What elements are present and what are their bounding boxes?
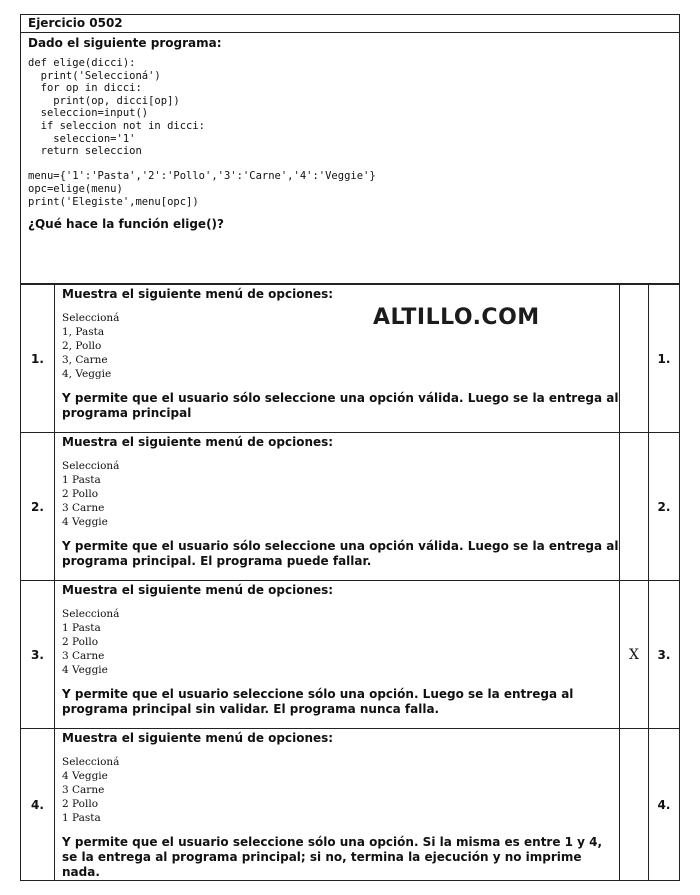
option-number-right: 1.: [649, 285, 680, 433]
option-number-left: 4.: [21, 729, 55, 881]
option-number-right: 2.: [649, 433, 680, 581]
option-description: Y permite que el usuario seleccione sólo una opción. Si la misma es entre 1 y 4, se la entrega al programa principal; si no, termina la ejecución y no imprime nada.: [62, 835, 603, 879]
option-header: Muestra el siguiente menú de opciones:: [62, 287, 334, 301]
option-body: [55, 285, 620, 433]
option-menu: Seleccioná 4 Veggie 3 Carne 2 Pollo 1 Pasta: [62, 756, 120, 824]
option-description: Y permite que el usuario seleccione sólo una opción. Luego se la entrega al programa principal sin validar. El programa nunca falla.: [62, 687, 574, 716]
answer-mark-cell[interactable]: [620, 285, 649, 433]
option-description: Y permite que el usuario sólo seleccione una opción válida. Luego se la entrega al programa principal: [62, 391, 619, 420]
option-header: Muestra el siguiente menú de opciones:: [62, 731, 334, 745]
question-block: [20, 32, 680, 284]
option-row-4: [21, 729, 680, 881]
answer-mark-cell[interactable]: X: [620, 581, 649, 729]
answer-mark-cell[interactable]: [620, 729, 649, 881]
option-header: Muestra el siguiente menú de opciones:: [62, 435, 334, 449]
option-number-right: 4.: [649, 729, 680, 881]
option-number-left: 3.: [21, 581, 55, 729]
option-description: Y permite que el usuario sólo seleccione una opción válida. Luego se la entrega al programa principal. El programa puede fallar.: [62, 539, 619, 568]
exercise-sheet: [20, 14, 680, 881]
option-menu: Seleccioná 1 Pasta 2 Pollo 3 Carne 4 Veggie: [62, 608, 120, 676]
question-text: ¿Qué hace la función elige()?: [28, 217, 225, 232]
option-body: [55, 433, 620, 581]
question-prompt: Dado el siguiente programa:: [28, 36, 222, 50]
option-row-3: [21, 581, 680, 729]
options-table: [20, 284, 680, 881]
option-number-left: 2.: [21, 433, 55, 581]
option-number-right: 3.: [649, 581, 680, 729]
option-menu: Seleccioná 1 Pasta 2 Pollo 3 Carne 4 Veggie: [62, 460, 120, 528]
option-body: [55, 729, 620, 881]
option-menu: Seleccioná 1, Pasta 2, Pollo 3, Carne 4, Veggie: [62, 312, 120, 380]
option-header: Muestra el siguiente menú de opciones:: [62, 583, 334, 597]
code-listing: def elige(dicci): print('Seleccioná') for op in dicci: print(op, dicci[op]) seleccion=input() if seleccion not in dicci: seleccion='1' return seleccion menu={'1':'Pasta','2':'Pollo','3':'Carne','4':'Veggie'} opc=elige(menu) print('Elegiste',menu[opc]): [28, 57, 376, 208]
option-row-1: [21, 285, 680, 433]
answer-mark-cell[interactable]: [620, 433, 649, 581]
option-row-2: [21, 433, 680, 581]
option-number-left: 1.: [21, 285, 55, 433]
option-body: [55, 581, 620, 729]
exercise-title: Ejercicio 0502: [20, 14, 680, 32]
watermark-logo: ALTILLO.COM: [373, 305, 540, 330]
